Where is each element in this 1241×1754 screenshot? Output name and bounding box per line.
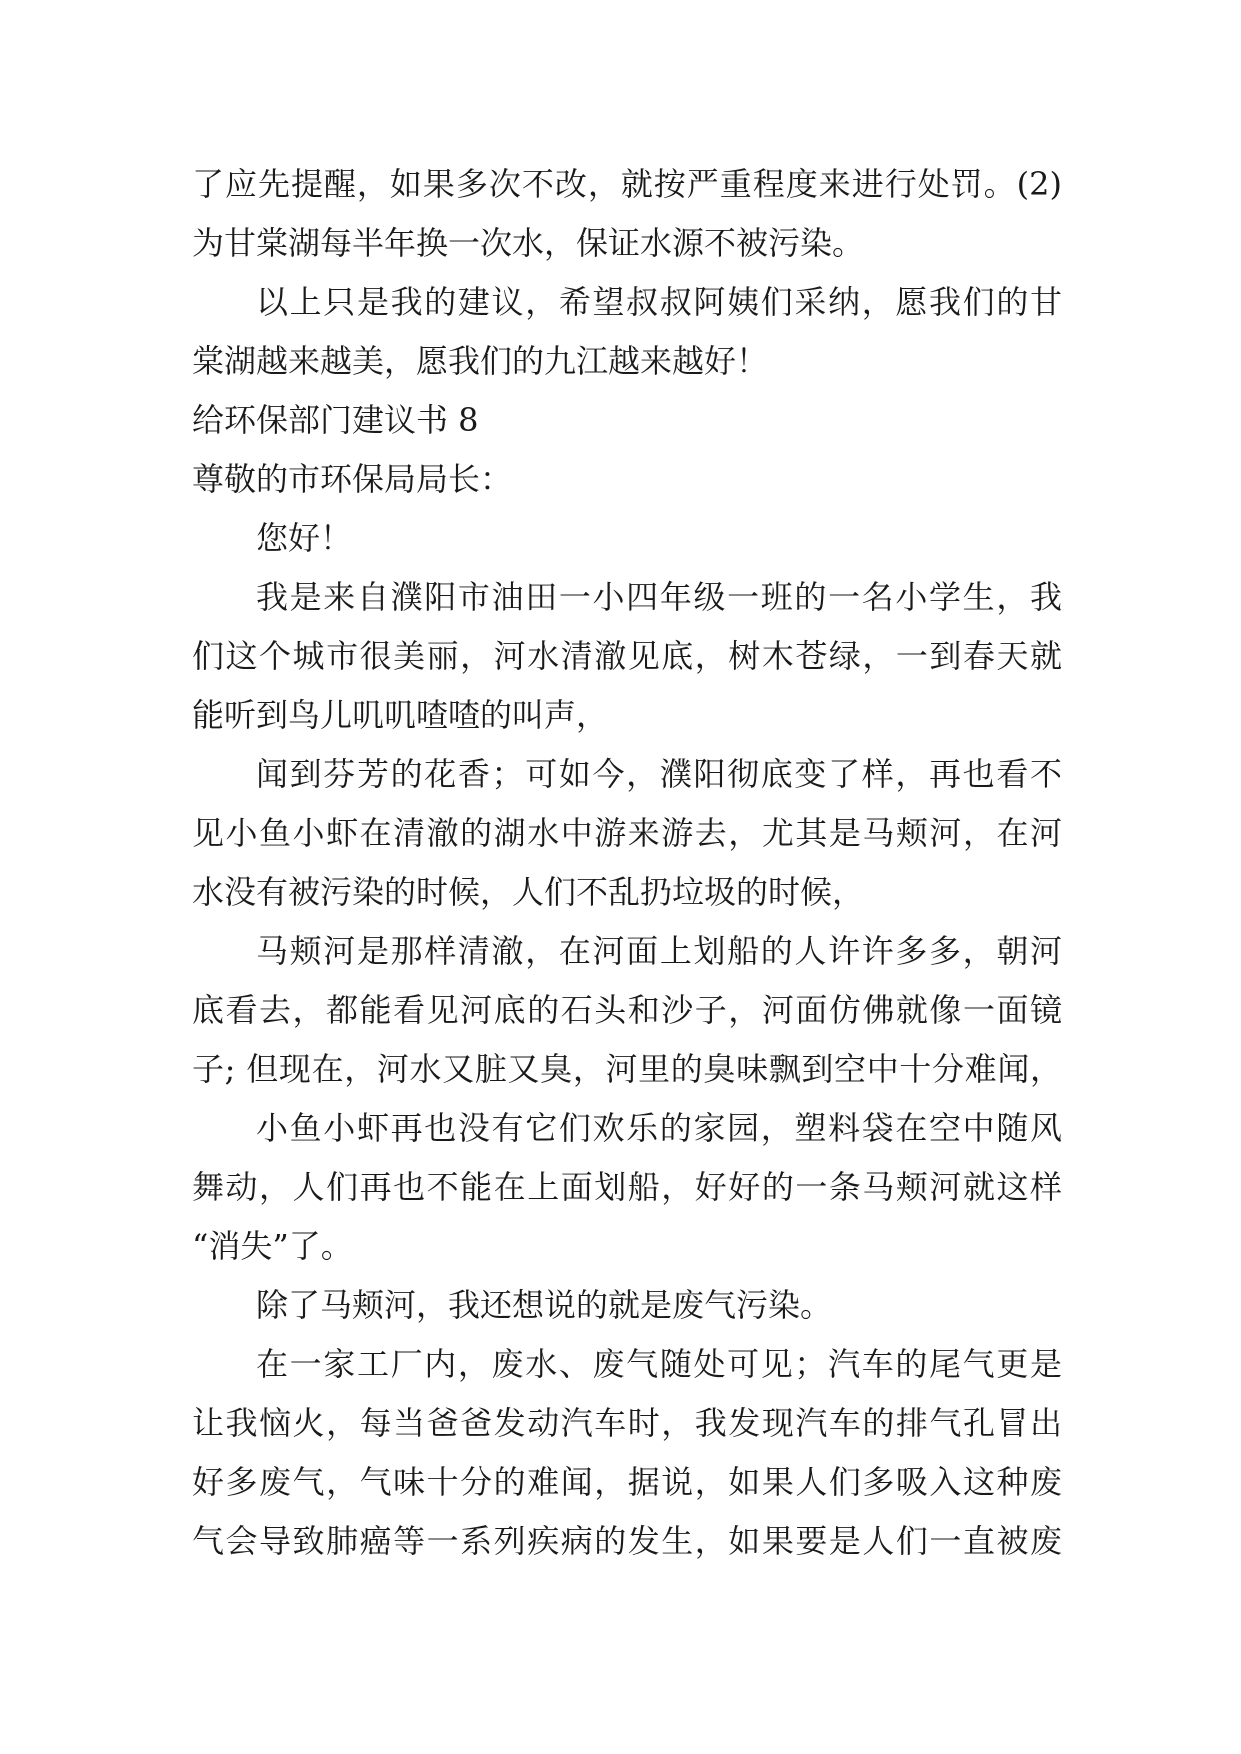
text-line: 能听到鸟儿叽叽喳喳的叫声， [192,696,609,734]
text-line: 好多废气，气味十分的难闻，据说，如果人们多吸入这种废 [192,1463,1062,1501]
text-line: 了应先提醒，如果多次不改，就按严重程度来进行处罚。(2) [192,165,1062,203]
text-line: 们这个城市很美丽，河水清澈见底，树木苍绿，一到春天就 [192,637,1062,675]
text-line: 棠湖越来越美，愿我们的九江越来越好！ [192,342,769,380]
text-line: 为甘棠湖每半年换一次水，保证水源不被污染。 [192,224,865,262]
text-line: 我是来自濮阳市油田一小四年级一班的一名小学生，我 [256,578,1062,616]
text-line: “消失”了。 [192,1227,353,1265]
text-line: 您好！ [256,519,353,557]
text-line: 小鱼小虾再也没有它们欢乐的家园，塑料袋在空中随风 [256,1109,1062,1147]
text-line: 闻到芬芳的花香；可如今，濮阳彻底变了样，再也看不 [256,755,1062,793]
document-body [192,155,1062,1571]
text-line: 气会导致肺癌等一系列疾病的发生，如果要是人们一直被废 [192,1522,1062,1560]
text-line: 让我恼火，每当爸爸发动汽车时，我发现汽车的排气孔冒出 [192,1404,1062,1442]
text-line: 底看去，都能看见河底的石头和沙子，河面仿佛就像一面镜 [192,991,1062,1029]
salutation: 尊敬的市环保局局长： [192,460,513,498]
section-heading: 给环保部门建议书 8 [192,401,479,439]
text-line: 马颊河是那样清澈，在河面上划船的人许许多多，朝河 [256,932,1062,970]
text-line: 舞动，人们再也不能在上面划船，好好的一条马颊河就这样 [192,1168,1062,1206]
text-line: 见小鱼小虾在清澈的湖水中游来游去，尤其是马颊河，在河 [192,814,1062,852]
text-line: 在一家工厂内，废水、废气随处可见；汽车的尾气更是 [256,1345,1062,1383]
text-line: 子; 但现在，河水又脏又臭，河里的臭味飘到空中十分难闻， [192,1050,1062,1088]
text-line: 除了马颊河，我还想说的就是废气污染。 [256,1286,833,1324]
text-line: 以上只是我的建议，希望叔叔阿姨们采纳，愿我们的甘 [256,283,1062,321]
text-line: 水没有被污染的时候，人们不乱扔垃圾的时候， [192,873,865,911]
